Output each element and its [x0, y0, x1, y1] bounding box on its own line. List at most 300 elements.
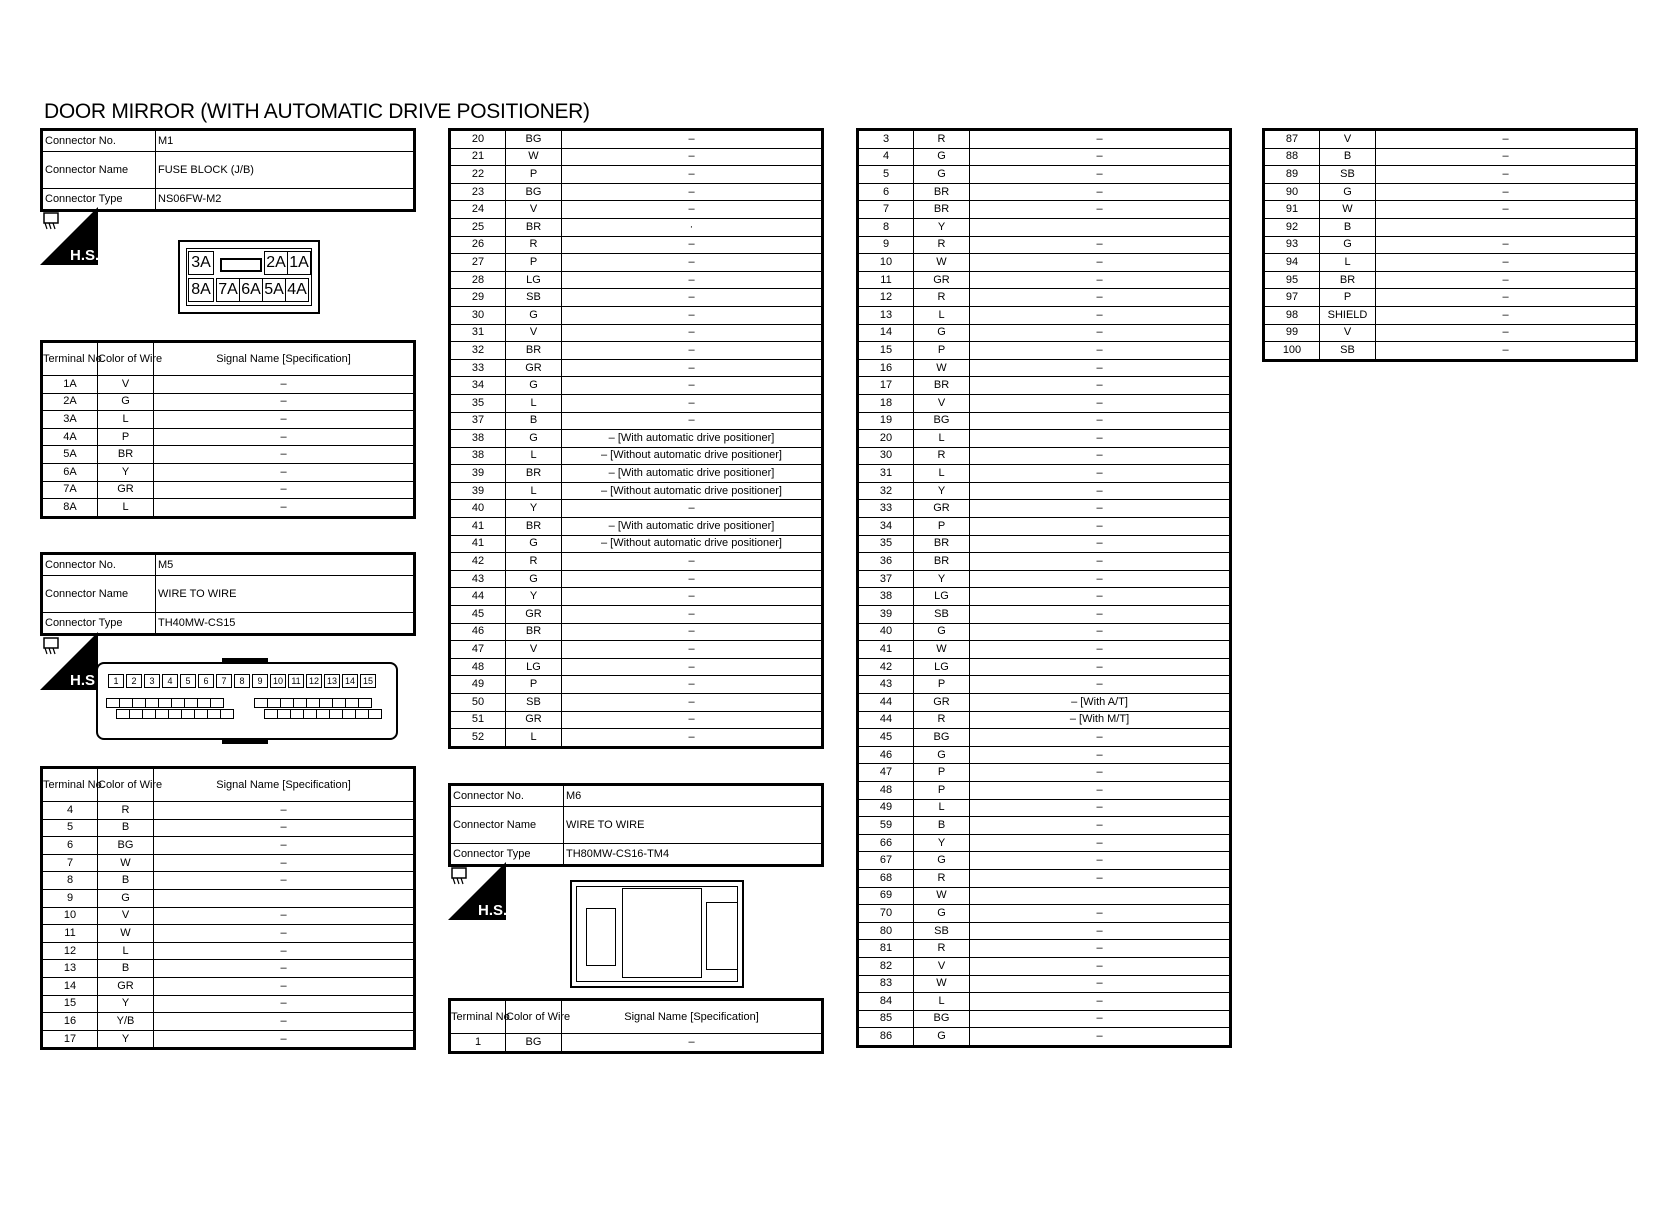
table-row	[858, 993, 1231, 1011]
table-row	[858, 1028, 1231, 1047]
wire-color: B	[1320, 218, 1376, 236]
table-row	[450, 166, 823, 184]
terminal-no: 12	[42, 942, 98, 960]
signal-name: –	[970, 535, 1231, 553]
table-row	[42, 977, 415, 995]
wire-color: GR	[98, 977, 154, 995]
wire-color: G	[506, 377, 562, 395]
m5-terminal-table	[40, 766, 416, 1050]
signal-name: –	[154, 446, 415, 464]
table-row	[42, 960, 415, 978]
harness-side-icon	[40, 207, 98, 265]
signal-name: –	[1376, 201, 1637, 219]
terminal-no: 45	[450, 606, 506, 624]
signal-name: –	[970, 676, 1231, 694]
wire-color: SB	[506, 694, 562, 712]
wire-color: BG	[914, 1010, 970, 1028]
signal-name: –	[562, 676, 823, 694]
m5-small-pin	[132, 698, 146, 708]
table-row	[450, 201, 823, 219]
m5-small-pin	[332, 698, 346, 708]
terminal-no: 12	[858, 289, 914, 307]
table-row	[858, 500, 1231, 518]
m5-pin: 5	[180, 674, 196, 688]
wire-color: W	[914, 641, 970, 659]
table-row	[450, 377, 823, 395]
signal-name: –	[970, 183, 1231, 201]
m5-small-pin	[329, 709, 343, 719]
m1-pin: 7A	[216, 278, 240, 302]
terminal-no: 2A	[42, 393, 98, 411]
wire-color: Y	[98, 1030, 154, 1049]
wire-color: W	[98, 925, 154, 943]
signal-name: –	[970, 130, 1231, 149]
signal-name: –	[562, 271, 823, 289]
terminal-no: 67	[858, 852, 914, 870]
wire-color: GR	[914, 694, 970, 712]
table-row	[450, 518, 823, 536]
table-row	[1264, 236, 1637, 254]
table-row	[858, 641, 1231, 659]
signal-name: –	[1376, 166, 1637, 184]
wire-color: GR	[914, 500, 970, 518]
table-row	[450, 465, 823, 483]
table-row	[858, 694, 1231, 712]
m5-small-pin	[306, 698, 320, 708]
table-row	[858, 183, 1231, 201]
signal-name: –	[154, 854, 415, 872]
wire-color: BR	[98, 446, 154, 464]
signal-name: –	[970, 764, 1231, 782]
m6-info	[448, 783, 824, 867]
wire-color: GR	[506, 606, 562, 624]
terminal-no: 7	[42, 854, 98, 872]
table-row	[42, 907, 415, 925]
wire-color: V	[98, 376, 154, 394]
table-row	[42, 411, 415, 429]
table-row	[450, 588, 823, 606]
table-row	[450, 694, 823, 712]
m5-small-pin	[368, 709, 382, 719]
terminal-no: 98	[1264, 306, 1320, 324]
wire-color-header: Color of Wire	[98, 342, 154, 376]
terminal-no: 26	[450, 236, 506, 254]
wire-color: B	[98, 960, 154, 978]
terminal-no: 39	[450, 482, 506, 500]
terminal-no: 14	[858, 324, 914, 342]
m5-small-pin	[168, 709, 182, 719]
signal-name: –	[970, 342, 1231, 360]
terminal-no: 6	[42, 837, 98, 855]
table-row	[858, 342, 1231, 360]
table-row	[450, 306, 823, 324]
table-row	[858, 201, 1231, 219]
table-row	[858, 922, 1231, 940]
terminal-no: 31	[858, 465, 914, 483]
m5-pin: 15	[360, 674, 376, 688]
hs-label: H.S.	[70, 247, 100, 264]
m5-pin: 7	[216, 674, 232, 688]
terminal-no: 89	[1264, 166, 1320, 184]
table-row	[450, 218, 823, 236]
wire-color: G	[506, 570, 562, 588]
terminal-no-header: Terminal No.	[42, 342, 98, 376]
terminal-no: 45	[858, 729, 914, 747]
wire-color: G	[506, 535, 562, 553]
signal-name: –	[562, 553, 823, 571]
table-row	[858, 869, 1231, 887]
terminal-no: 27	[450, 254, 506, 272]
signal-name: –	[970, 1028, 1231, 1047]
wire-color: G	[914, 166, 970, 184]
harness-side-icon	[40, 632, 98, 690]
signal-name: –	[154, 802, 415, 820]
terminal-no: 39	[858, 606, 914, 624]
terminal-no: 100	[1264, 342, 1320, 361]
table-row	[858, 817, 1231, 835]
wire-color: G	[506, 306, 562, 324]
wire-color: W	[914, 254, 970, 272]
m5-small-pin	[277, 709, 291, 719]
signal-name: –	[970, 957, 1231, 975]
terminal-no: 35	[450, 394, 506, 412]
m5-pin: 14	[342, 674, 358, 688]
table-row	[858, 781, 1231, 799]
signal-name: –	[154, 1013, 415, 1031]
wire-color: LG	[506, 658, 562, 676]
terminal-no: 88	[1264, 148, 1320, 166]
signal-name: –	[1376, 183, 1637, 201]
signal-name: –	[970, 359, 1231, 377]
connector-no-label: Connector No.	[450, 785, 564, 807]
table-row	[858, 289, 1231, 307]
table-row	[858, 271, 1231, 289]
wire-color: W	[506, 148, 562, 166]
m5-small-pin	[210, 698, 224, 708]
m5-pin: 13	[324, 674, 340, 688]
signal-name: –	[970, 781, 1231, 799]
signal-name-header: Signal Name [Specification]	[154, 768, 415, 802]
table-row	[858, 254, 1231, 272]
table-row	[1264, 271, 1637, 289]
table-row	[858, 852, 1231, 870]
signal-name: –	[562, 130, 823, 149]
wire-color: L	[98, 411, 154, 429]
signal-name: –	[154, 977, 415, 995]
wire-color: Y	[98, 995, 154, 1013]
wire-color: Y	[506, 500, 562, 518]
terminal-no: 10	[858, 254, 914, 272]
table-row	[450, 394, 823, 412]
wire-color: G	[98, 393, 154, 411]
table-row	[450, 130, 823, 149]
table-row	[42, 925, 415, 943]
table-row	[450, 236, 823, 254]
wire-color: V	[914, 957, 970, 975]
table-row	[42, 802, 415, 820]
m5-pin: 8	[234, 674, 250, 688]
header-row	[42, 342, 415, 376]
terminal-no: 16	[858, 359, 914, 377]
signal-name: –	[970, 588, 1231, 606]
table-row	[42, 819, 415, 837]
wire-color: BR	[914, 201, 970, 219]
m1-pin: 3A	[188, 251, 214, 275]
m5-small-pin	[345, 698, 359, 708]
wire-color: Y	[914, 570, 970, 588]
wire-color: G	[914, 623, 970, 641]
table-row	[858, 377, 1231, 395]
wire-color: W	[914, 359, 970, 377]
signal-name: – [With M/T]	[970, 711, 1231, 729]
table-row	[450, 658, 823, 676]
m5-small-pin	[142, 709, 156, 719]
wire-color: R	[506, 236, 562, 254]
terminal-no: 44	[450, 588, 506, 606]
terminal-no: 40	[450, 500, 506, 518]
table-row	[858, 729, 1231, 747]
wire-color: R	[914, 711, 970, 729]
wire-color: G	[914, 1028, 970, 1047]
signal-name: –	[562, 236, 823, 254]
terminal-no: 41	[450, 518, 506, 536]
terminal-no: 34	[450, 377, 506, 395]
wire-color-header: Color of Wire	[506, 1000, 562, 1034]
terminal-no: 15	[42, 995, 98, 1013]
signal-name-header: Signal Name [Specification]	[154, 342, 415, 376]
m5-connector-name: WIRE TO WIRE	[156, 576, 415, 613]
wire-color: BR	[914, 183, 970, 201]
wire-color: P	[914, 781, 970, 799]
signal-name: – [Without automatic drive positioner]	[562, 482, 823, 500]
signal-name: –	[1376, 324, 1637, 342]
terminal-no: 6A	[42, 463, 98, 481]
table-row	[450, 606, 823, 624]
signal-name	[1376, 218, 1637, 236]
table-row	[858, 606, 1231, 624]
m6-connector-face	[570, 880, 744, 988]
wire-color: R	[98, 802, 154, 820]
signal-name: –	[154, 942, 415, 960]
terminal-no: 23	[450, 183, 506, 201]
table-row	[858, 412, 1231, 430]
table-row	[858, 148, 1231, 166]
m5-small-pin	[267, 698, 281, 708]
terminal-no: 4	[42, 802, 98, 820]
signal-name: –	[970, 500, 1231, 518]
signal-name: –	[562, 254, 823, 272]
signal-name: –	[562, 641, 823, 659]
signal-name: –	[970, 271, 1231, 289]
terminal-no: 28	[450, 271, 506, 289]
wire-color: SB	[914, 922, 970, 940]
table-row	[42, 942, 415, 960]
wire-color: BR	[506, 342, 562, 360]
terminal-no: 32	[450, 342, 506, 360]
table-row	[1264, 254, 1637, 272]
terminal-no: 19	[858, 412, 914, 430]
terminal-no: 31	[450, 324, 506, 342]
signal-name: –	[970, 289, 1231, 307]
signal-name: –	[1376, 271, 1637, 289]
connector-name-label: Connector Name	[42, 576, 156, 613]
terminal-no: 30	[858, 447, 914, 465]
svg-text:H.S.: H.S.	[478, 902, 508, 919]
signal-name: –	[154, 428, 415, 446]
signal-name: – [With automatic drive positioner]	[562, 518, 823, 536]
m5-pin: 1	[108, 674, 124, 688]
table-row	[1264, 289, 1637, 307]
signal-name: –	[154, 463, 415, 481]
wire-color: L	[1320, 254, 1376, 272]
table-row	[858, 166, 1231, 184]
table-row	[858, 658, 1231, 676]
signal-name: –	[154, 872, 415, 890]
table-row	[450, 711, 823, 729]
m5-small-pin	[155, 709, 169, 719]
table-row	[42, 481, 415, 499]
table-row	[858, 975, 1231, 993]
wire-color: V	[98, 907, 154, 925]
connector-no-label: Connector No.	[42, 130, 156, 152]
terminal-no: 41	[450, 535, 506, 553]
wire-color: P	[914, 676, 970, 694]
signal-name: –	[1376, 289, 1637, 307]
terminal-no: 49	[450, 676, 506, 694]
signal-name: –	[154, 393, 415, 411]
signal-name: –	[154, 907, 415, 925]
signal-name: –	[1376, 236, 1637, 254]
terminal-no: 46	[858, 746, 914, 764]
table-row	[450, 447, 823, 465]
wire-color: V	[1320, 130, 1376, 149]
signal-name: –	[154, 960, 415, 978]
signal-name: –	[1376, 148, 1637, 166]
svg-text:H.S.: H.S.	[70, 672, 100, 689]
signal-name: –	[970, 570, 1231, 588]
terminal-no: 94	[1264, 254, 1320, 272]
wire-color: P	[506, 166, 562, 184]
wire-color: G	[914, 746, 970, 764]
terminal-no: 80	[858, 922, 914, 940]
connector-name-label: Connector Name	[450, 807, 564, 844]
table-row	[1264, 148, 1637, 166]
signal-name: –	[154, 819, 415, 837]
terminal-no: 82	[858, 957, 914, 975]
terminal-no: 5A	[42, 446, 98, 464]
terminal-no: 10	[42, 907, 98, 925]
signal-name: –	[970, 518, 1231, 536]
signal-name	[970, 887, 1231, 905]
table-row	[858, 236, 1231, 254]
wire-color: L	[506, 447, 562, 465]
terminal-no: 93	[1264, 236, 1320, 254]
wire-color: B	[98, 872, 154, 890]
table-row	[450, 324, 823, 342]
wire-color: BR	[914, 553, 970, 571]
table-row	[1264, 183, 1637, 201]
signal-name: –	[970, 254, 1231, 272]
terminal-no: 38	[450, 430, 506, 448]
table-row	[450, 148, 823, 166]
terminal-no: 83	[858, 975, 914, 993]
terminal-no: 43	[858, 676, 914, 694]
terminal-no: 13	[42, 960, 98, 978]
table-row	[1264, 218, 1637, 236]
wire-color: GR	[914, 271, 970, 289]
table-row	[1264, 130, 1637, 149]
terminal-no: 38	[858, 588, 914, 606]
terminal-no: 48	[858, 781, 914, 799]
table-row	[858, 711, 1231, 729]
terminal-no: 22	[450, 166, 506, 184]
m1-connector-name: FUSE BLOCK (J/B)	[156, 152, 415, 189]
terminal-no: 92	[1264, 218, 1320, 236]
table-row	[858, 799, 1231, 817]
wire-color: P	[1320, 289, 1376, 307]
signal-name: –	[562, 500, 823, 518]
signal-name: –	[562, 201, 823, 219]
signal-name: –	[970, 869, 1231, 887]
wire-color: SB	[1320, 166, 1376, 184]
m5-pin: 9	[252, 674, 268, 688]
table-row	[858, 394, 1231, 412]
terminal-no: 30	[450, 306, 506, 324]
signal-name: –	[970, 746, 1231, 764]
terminal-no-header: Terminal No.	[42, 768, 98, 802]
signal-name: –	[562, 306, 823, 324]
signal-name: –	[970, 1010, 1231, 1028]
table-row	[450, 482, 823, 500]
m5-pin: 12	[306, 674, 322, 688]
wire-color: BG	[914, 412, 970, 430]
signal-name: –	[562, 377, 823, 395]
table-row	[858, 764, 1231, 782]
signal-name	[154, 889, 415, 907]
table-row	[858, 553, 1231, 571]
wire-color: BR	[506, 218, 562, 236]
connector-type-label: Connector Type	[450, 844, 564, 866]
m5-small-pin	[197, 698, 211, 708]
signal-name: –	[970, 658, 1231, 676]
m5-terminal-table-cont	[448, 128, 824, 749]
terminal-no: 4A	[42, 428, 98, 446]
wire-color: L	[506, 482, 562, 500]
m5-connector-type: TH40MW-CS15	[156, 613, 415, 635]
signal-name: –	[562, 148, 823, 166]
table-row	[1264, 306, 1637, 324]
terminal-no: 7	[858, 201, 914, 219]
wire-color: G	[914, 324, 970, 342]
terminal-no: 1A	[42, 376, 98, 394]
table-row	[858, 218, 1231, 236]
signal-name: –	[562, 658, 823, 676]
table-row	[858, 518, 1231, 536]
wire-color: P	[98, 428, 154, 446]
terminal-no: 17	[42, 1030, 98, 1049]
table-row	[858, 447, 1231, 465]
m5-connector-face	[96, 662, 398, 740]
m5-small-pin	[158, 698, 172, 708]
terminal-no: 32	[858, 482, 914, 500]
terminal-no: 91	[1264, 201, 1320, 219]
signal-name: –	[970, 922, 1231, 940]
wire-color: W	[98, 854, 154, 872]
m1-info	[40, 128, 416, 212]
signal-name: –	[970, 430, 1231, 448]
terminal-no: 81	[858, 940, 914, 958]
m5-small-pin	[293, 698, 307, 708]
